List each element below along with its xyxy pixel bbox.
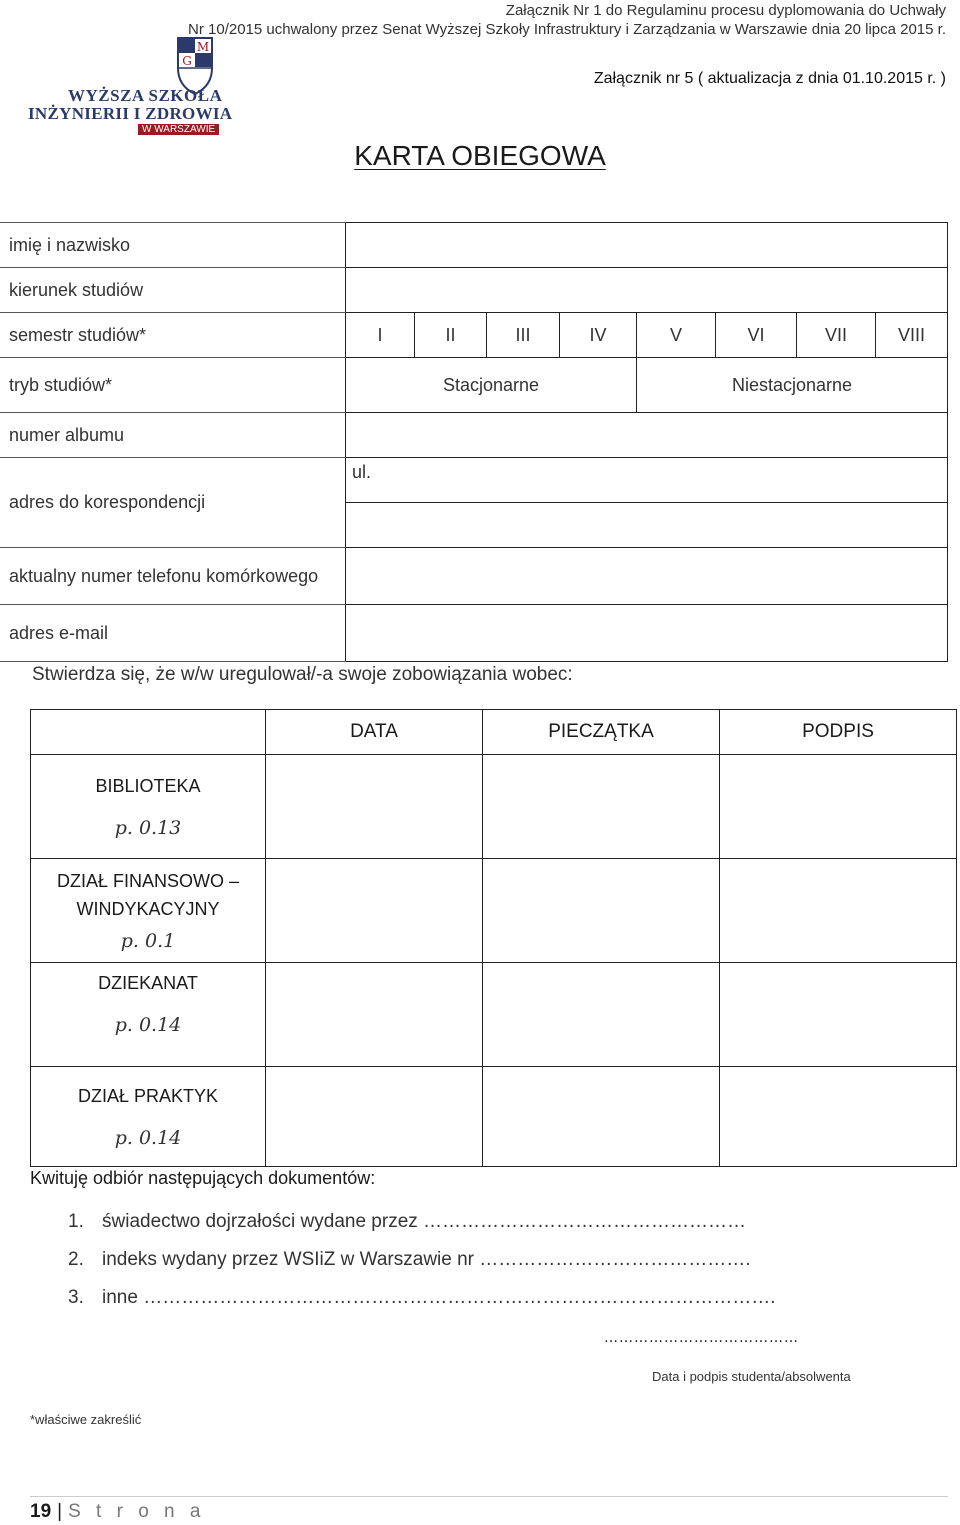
- semester-option[interactable]: VIII: [876, 313, 948, 358]
- semester-option[interactable]: III: [487, 313, 560, 358]
- intro-statement: Stwierdza się, że w/w uregulował/-a swoje zobowiązania wobec:: [32, 664, 573, 685]
- semester-option[interactable]: VI: [716, 313, 797, 358]
- table-row: [31, 755, 957, 859]
- mode-label: tryb studiów*: [0, 358, 346, 413]
- address-field[interactable]: [346, 458, 948, 503]
- semester-label: semestr studiów*: [0, 313, 346, 358]
- signature-cell[interactable]: [720, 963, 957, 1067]
- footer-divider: [30, 1496, 948, 1497]
- unit-room: p. 0.13: [114, 816, 182, 839]
- mode-option-niestacjonarne[interactable]: Niestacjonarne: [637, 358, 948, 413]
- document-text: świadectwo dojrzałości wydane przez ……………………………………………: [102, 1211, 747, 1232]
- semester-option[interactable]: VII: [797, 313, 876, 358]
- address-prefix: ul.: [352, 462, 372, 482]
- unit-name: DZIEKANAT: [98, 973, 198, 993]
- svg-text:G: G: [182, 54, 192, 68]
- attachment-note: Załącznik nr 5 ( aktualizacja z dnia 01.10.2015 r. ): [593, 70, 946, 87]
- unit-cell: [31, 963, 266, 1067]
- mode-option-stacjonarne[interactable]: Stacjonarne: [346, 358, 637, 413]
- signature-cell[interactable]: [720, 755, 957, 859]
- email-label: adres e-mail: [0, 605, 346, 662]
- stamp-cell[interactable]: [483, 1067, 720, 1167]
- table-row: [31, 859, 957, 963]
- student-info-table: [0, 222, 948, 662]
- signature-cell[interactable]: [720, 1067, 957, 1167]
- album-number-field[interactable]: [346, 413, 948, 458]
- semester-option[interactable]: V: [637, 313, 716, 358]
- stamp-cell[interactable]: [483, 859, 720, 963]
- clearance-table: [30, 709, 957, 1167]
- name-field[interactable]: [346, 223, 948, 268]
- field-label: kierunek studiów: [0, 268, 346, 313]
- header-line-2: Nr 10/2015 uchwalony przez Senat Wyższej Szkoły Infrastruktury i Zarządzania w Warszawie dnia 20 lipca 2015 r.: [188, 21, 946, 38]
- unit-name: DZIAŁ PRAKTYK: [77, 1085, 219, 1106]
- unit-cell: [31, 1067, 266, 1167]
- field-of-study-field[interactable]: [346, 268, 948, 313]
- date-cell[interactable]: [266, 755, 483, 859]
- table-row: [31, 1067, 957, 1167]
- semester-option[interactable]: II: [415, 313, 487, 358]
- page-number: 19 | S t r o n a: [30, 1501, 206, 1522]
- unit-cell: [31, 755, 266, 859]
- list-item: 2. indeks wydany przez WSIiZ w Warszawie nr …………………………………….: [68, 1249, 751, 1270]
- logo-line-3: W WARSZAWIE: [138, 124, 219, 135]
- list-item: 3. inne ……………………………………………………………………………………….: [68, 1287, 776, 1308]
- stamp-cell[interactable]: [483, 963, 720, 1067]
- signature-line[interactable]: …………………………………: [604, 1330, 799, 1346]
- unit-room: p. 0.1: [120, 929, 176, 952]
- unit-room: p. 0.14: [114, 1126, 182, 1149]
- album-label: numer albumu: [0, 413, 346, 458]
- header-signature: PODPIS: [720, 710, 957, 755]
- date-cell[interactable]: [266, 1067, 483, 1167]
- logo-line-1: WYŻSZA SZKOŁA: [68, 86, 223, 105]
- page-title: KARTA OBIEGOWA: [354, 140, 606, 171]
- signature-caption: Data i podpis studenta/absolwenta: [652, 1369, 851, 1384]
- semester-option[interactable]: I: [346, 313, 415, 358]
- date-cell[interactable]: [266, 859, 483, 963]
- logo-line-2: INŻYNIERII I ZDROWIA: [28, 104, 233, 123]
- svg-text:M: M: [196, 40, 210, 54]
- unit-name: BIBLIOTEKA: [95, 775, 201, 796]
- unit-cell: [31, 859, 266, 963]
- unit-room: p. 0.14: [114, 1014, 182, 1036]
- school-logo: [28, 36, 233, 141]
- corner-cell: [31, 710, 266, 755]
- phone-label: aktualny numer telefonu komórkowego: [0, 548, 346, 605]
- header-stamp: PIECZĄTKA: [483, 710, 720, 755]
- address-label: adres do korespondencji: [0, 458, 346, 548]
- table-row: [31, 963, 957, 1067]
- footnote: *właściwe zakreślić: [30, 1412, 142, 1427]
- header-date: DATA: [266, 710, 483, 755]
- stamp-cell[interactable]: [483, 755, 720, 859]
- header-line-1: Załącznik Nr 1 do Regulaminu procesu dyplomowania do Uchwały: [505, 2, 946, 19]
- address-field-line-2[interactable]: [346, 503, 948, 548]
- document-text: inne ……………………………………………………………………………………….: [102, 1287, 776, 1308]
- phone-field[interactable]: [346, 548, 948, 605]
- name-label: imię i nazwisko: [0, 223, 346, 268]
- signature-cell[interactable]: [720, 859, 957, 963]
- documents-title: Kwituję odbiór następujących dokumentów:: [30, 1168, 376, 1188]
- list-item: 1. świadectwo dojrzałości wydane przez ……………………………………………: [68, 1211, 747, 1232]
- date-cell[interactable]: [266, 963, 483, 1067]
- email-field[interactable]: [346, 605, 948, 662]
- document-text: indeks wydany przez WSIiZ w Warszawie nr …………………………………….: [102, 1249, 751, 1270]
- semester-option[interactable]: IV: [560, 313, 637, 358]
- unit-name: DZIAŁ FINANSOWO – WINDYKACYJNY: [56, 870, 240, 919]
